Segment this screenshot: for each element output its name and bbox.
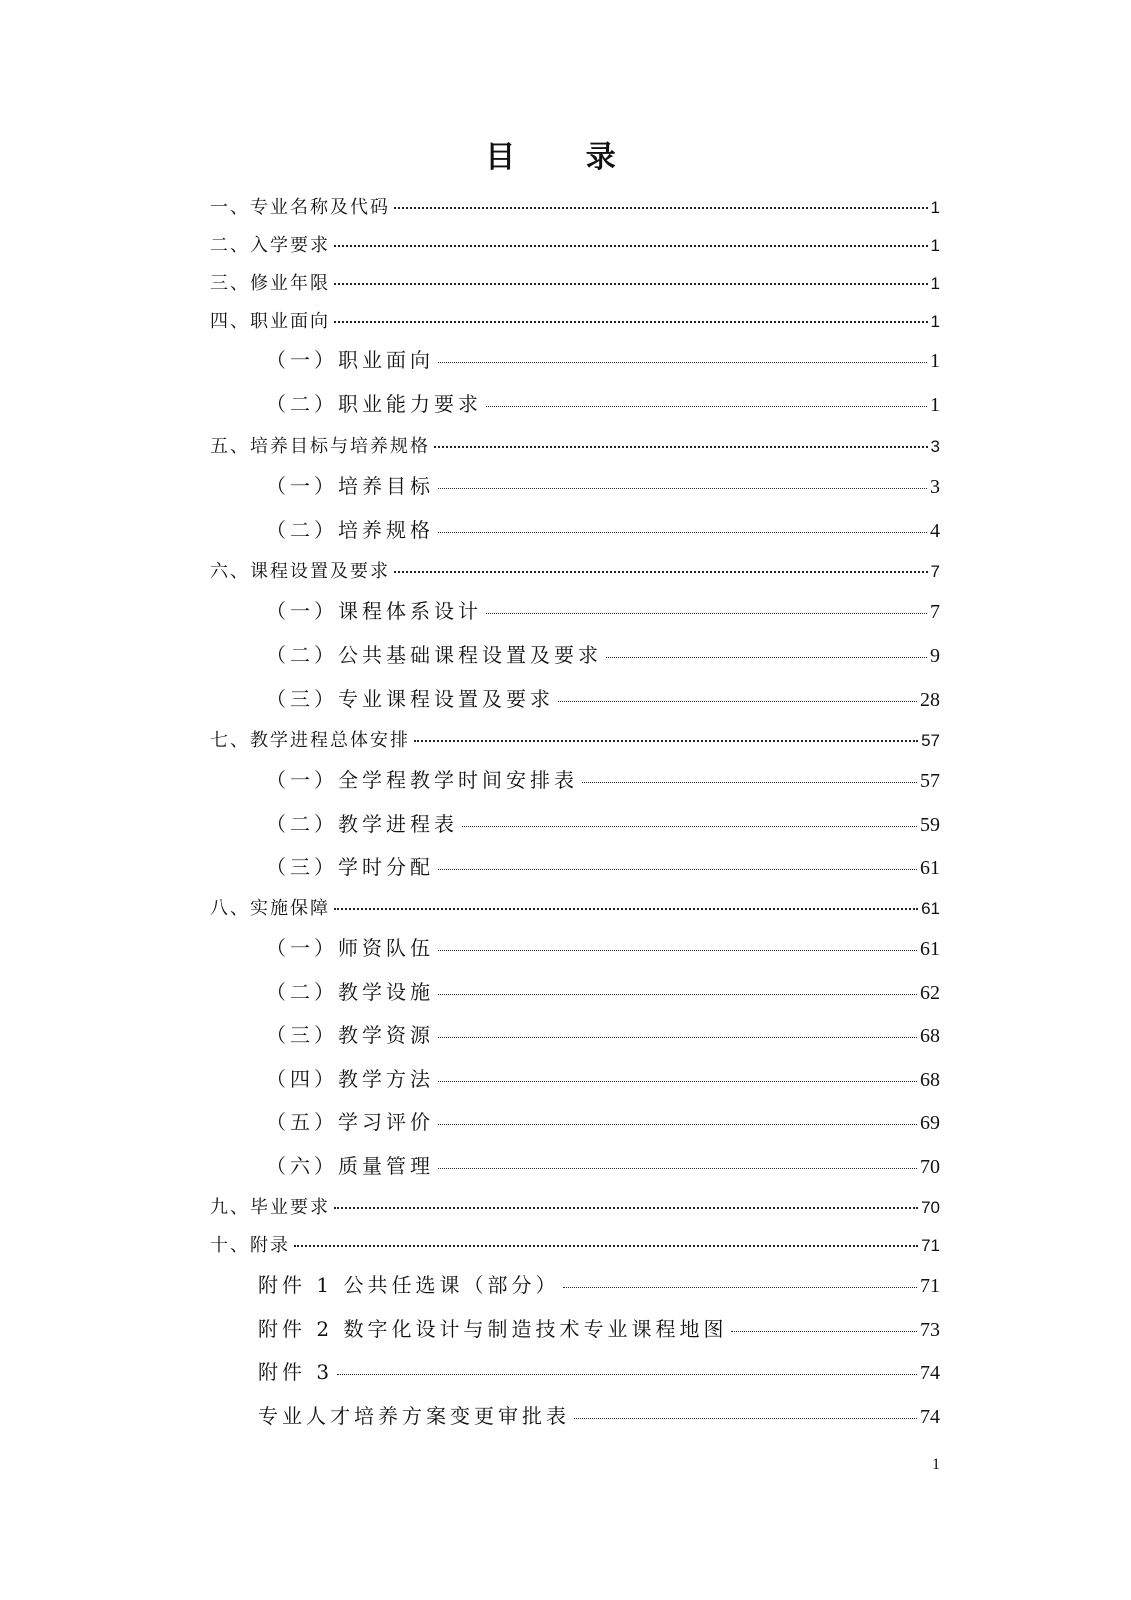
toc-entry-page-number: 28 bbox=[920, 689, 940, 711]
toc-entry[interactable] bbox=[258, 1269, 940, 1298]
dot-leader bbox=[438, 1124, 917, 1125]
dot-leader bbox=[438, 362, 927, 363]
dot-leader bbox=[438, 1081, 917, 1082]
toc-entry-label: 附件 2 数字化设计与制造技术专业课程地图 bbox=[258, 1317, 728, 1341]
toc-entry-label: 附件 3 bbox=[258, 1360, 334, 1384]
toc-entry-page-number: 3 bbox=[930, 437, 940, 456]
dot-leader bbox=[334, 245, 928, 247]
dot-leader bbox=[334, 1207, 918, 1209]
toc-entry[interactable] bbox=[266, 639, 940, 668]
toc-entry-page-number: 3 bbox=[930, 476, 940, 498]
toc-entry[interactable] bbox=[210, 231, 940, 257]
dot-leader bbox=[486, 613, 927, 614]
dot-leader bbox=[334, 321, 928, 323]
toc-entry-label: （二）教学进程表 bbox=[266, 812, 458, 836]
toc-entry-page-number: 70 bbox=[921, 1198, 940, 1217]
toc-entry[interactable] bbox=[266, 1063, 940, 1092]
toc-entry-page-number: 59 bbox=[920, 814, 940, 836]
toc-entry[interactable] bbox=[266, 1106, 940, 1135]
toc-entry[interactable] bbox=[210, 557, 940, 583]
toc-entry-label: （五）学习评价 bbox=[266, 1110, 434, 1134]
dot-leader bbox=[582, 782, 917, 783]
toc-entry-label: （六）质量管理 bbox=[266, 1154, 434, 1178]
toc-entry-label: （二）职业能力要求 bbox=[266, 392, 482, 416]
toc-entry-page-number: 1 bbox=[930, 350, 940, 372]
toc-entry-page-number: 1 bbox=[930, 394, 940, 416]
dot-leader bbox=[294, 1245, 918, 1247]
dot-leader bbox=[394, 207, 928, 209]
dot-leader bbox=[438, 869, 917, 870]
dot-leader bbox=[334, 283, 928, 285]
toc-entry[interactable] bbox=[266, 514, 940, 543]
toc-entry-label: 一、专业名称及代码 bbox=[210, 197, 390, 218]
toc-entry[interactable] bbox=[210, 432, 940, 458]
toc-entry-page-number: 70 bbox=[920, 1156, 940, 1178]
page-number-footer: 1 bbox=[932, 1456, 940, 1473]
toc-entry-page-number: 74 bbox=[920, 1362, 940, 1384]
toc-entry-page-number: 1 bbox=[930, 274, 940, 293]
toc-entry-label: （三）教学资源 bbox=[266, 1023, 434, 1047]
toc-entry-page-number: 74 bbox=[920, 1406, 940, 1428]
toc-entry[interactable] bbox=[266, 976, 940, 1005]
toc-entry-label: 二、入学要求 bbox=[210, 235, 330, 256]
toc-entry-page-number: 9 bbox=[930, 645, 940, 667]
dot-leader bbox=[434, 446, 928, 448]
toc-entry-label: （二）公共基础课程设置及要求 bbox=[266, 643, 602, 667]
toc-entry[interactable] bbox=[266, 388, 940, 417]
toc-entry[interactable] bbox=[266, 595, 940, 624]
toc-entry-label: 七、教学进程总体安排 bbox=[210, 730, 410, 751]
toc-entry-label: （一）师资队伍 bbox=[266, 936, 434, 960]
toc-entry[interactable] bbox=[266, 1019, 940, 1048]
toc-entry-label: （三）学时分配 bbox=[266, 855, 434, 879]
dot-leader bbox=[462, 826, 917, 827]
dot-leader bbox=[486, 406, 927, 407]
toc-entry-label: （一）培养目标 bbox=[266, 474, 434, 498]
toc-entry-page-number: 57 bbox=[920, 770, 940, 792]
dot-leader bbox=[731, 1331, 917, 1332]
dot-leader bbox=[438, 488, 927, 489]
dot-leader bbox=[558, 701, 917, 702]
toc-entry-label: 五、培养目标与培养规格 bbox=[210, 436, 430, 457]
toc-entry[interactable] bbox=[266, 932, 940, 961]
dot-leader bbox=[394, 571, 928, 573]
toc-entry[interactable] bbox=[210, 1231, 940, 1257]
toc-entry-label: （一）课程体系设计 bbox=[266, 599, 482, 623]
toc-entry-page-number: 69 bbox=[920, 1112, 940, 1134]
toc-entry[interactable] bbox=[210, 1193, 940, 1219]
dot-leader bbox=[563, 1287, 917, 1288]
toc-entry-page-number: 71 bbox=[920, 1275, 940, 1297]
toc-entry[interactable] bbox=[266, 683, 940, 712]
toc-entry[interactable] bbox=[258, 1400, 940, 1429]
dot-leader bbox=[337, 1374, 917, 1375]
toc-entry[interactable] bbox=[210, 307, 940, 333]
toc-entry-page-number: 68 bbox=[920, 1025, 940, 1047]
toc-entry-label: 三、修业年限 bbox=[210, 273, 330, 294]
dot-leader bbox=[438, 950, 917, 951]
dot-leader bbox=[606, 657, 927, 658]
toc-entry-page-number: 61 bbox=[920, 938, 940, 960]
toc-entry[interactable] bbox=[210, 726, 940, 752]
toc-entry[interactable] bbox=[266, 344, 940, 373]
toc-entry[interactable] bbox=[266, 470, 940, 499]
toc-entry[interactable] bbox=[258, 1313, 940, 1342]
toc-entry-page-number: 71 bbox=[921, 1236, 940, 1255]
toc-entry-page-number: 4 bbox=[930, 520, 940, 542]
toc-entry-label: 四、职业面向 bbox=[210, 311, 330, 332]
toc-entry-label: （四）教学方法 bbox=[266, 1067, 434, 1091]
toc-entry[interactable] bbox=[266, 1150, 940, 1179]
toc-entry-label: 八、实施保障 bbox=[210, 898, 330, 919]
toc-entry-label: 专业人才培养方案变更审批表 bbox=[258, 1404, 570, 1428]
toc-entry-page-number: 73 bbox=[920, 1319, 940, 1341]
dot-leader bbox=[438, 532, 927, 533]
toc-entry-page-number: 61 bbox=[920, 857, 940, 879]
dot-leader bbox=[438, 994, 917, 995]
toc-entry-page-number: 57 bbox=[921, 731, 940, 750]
dot-leader bbox=[438, 1037, 917, 1038]
dot-leader bbox=[574, 1418, 917, 1419]
toc-entry-page-number: 1 bbox=[930, 236, 940, 255]
toc-entry-page-number: 1 bbox=[930, 312, 940, 331]
toc-entry-page-number: 68 bbox=[920, 1069, 940, 1091]
dot-leader bbox=[334, 908, 918, 910]
toc-entry[interactable] bbox=[210, 894, 940, 920]
toc-entry-page-number: 62 bbox=[920, 982, 940, 1004]
toc-entry-page-number: 7 bbox=[930, 562, 940, 581]
toc-entry[interactable] bbox=[258, 1356, 940, 1385]
dot-leader bbox=[438, 1168, 917, 1169]
toc-entry-label: （三）专业课程设置及要求 bbox=[266, 687, 554, 711]
toc-entry[interactable] bbox=[266, 851, 940, 880]
toc-entry-page-number: 1 bbox=[930, 198, 940, 217]
dot-leader bbox=[414, 740, 918, 742]
page-title: 目 录 bbox=[485, 140, 646, 175]
toc-entry-page-number: 7 bbox=[930, 601, 940, 623]
toc-entry-label: （二）教学设施 bbox=[266, 980, 434, 1004]
toc-entry-label: 十、附录 bbox=[210, 1235, 290, 1256]
toc-entry-label: （一）全学程教学时间安排表 bbox=[266, 768, 578, 792]
toc-entry[interactable] bbox=[210, 193, 940, 219]
toc-entry-label: 九、毕业要求 bbox=[210, 1197, 330, 1218]
toc-entry-label: （二）培养规格 bbox=[266, 518, 434, 542]
toc-entry-page-number: 61 bbox=[921, 899, 940, 918]
toc-entry-label: 附件 1 公共任选课（部分） bbox=[258, 1273, 560, 1297]
toc-entry[interactable] bbox=[266, 764, 940, 793]
toc-entry-label: （一）职业面向 bbox=[266, 348, 434, 372]
toc-entry[interactable] bbox=[266, 808, 940, 837]
toc-entry-label: 六、课程设置及要求 bbox=[210, 561, 390, 582]
toc-entry[interactable] bbox=[210, 269, 940, 295]
